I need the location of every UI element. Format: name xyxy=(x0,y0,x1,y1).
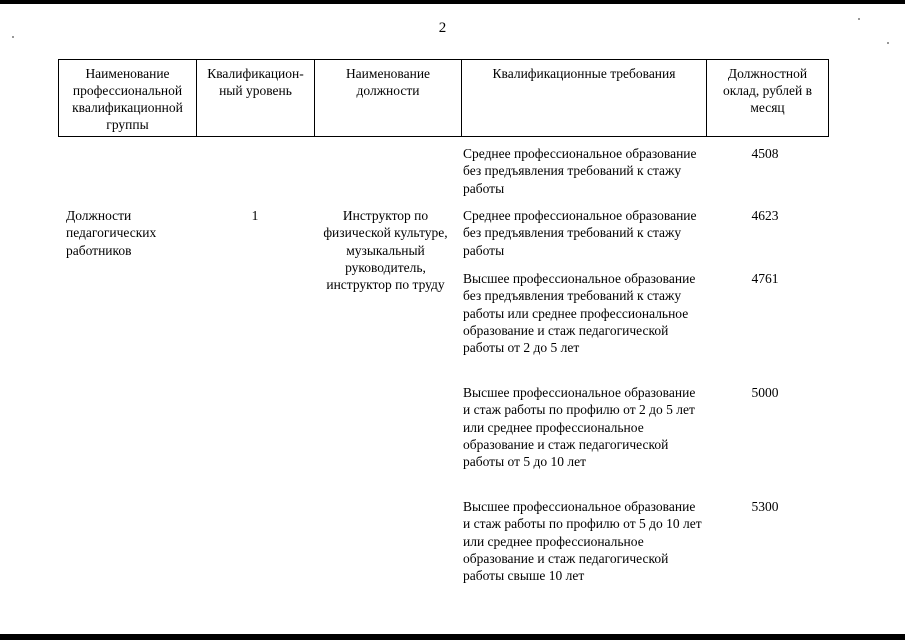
salary-cell: 4623 xyxy=(751,208,779,223)
requirement-cell: Среднее профессиональное образование без предъявления требований к стажу работы xyxy=(463,146,697,196)
page-number: 2 xyxy=(438,20,447,36)
header-position-name: Наименование должности xyxy=(315,60,462,137)
scan-speck xyxy=(887,42,889,44)
header-requirements: Квалификационные требования xyxy=(462,60,707,137)
position-name-cell: Инструктор по физической культуре, музыкальный руководитель, инструктор по труду xyxy=(323,208,448,293)
qualification-level-cell: 1 xyxy=(251,208,259,223)
header-salary: Должностной оклад, рублей в месяц xyxy=(707,60,829,137)
requirement-cell: Высшее профессиональное образование и стаж работы по профилю от 5 до 10 лет или среднее профессиональное образование и стаж педагогической работы свыше 10 лет xyxy=(463,499,702,584)
requirement-cell: Среднее профессиональное образование без предъявления требований к стажу работы xyxy=(463,208,697,258)
requirement-cell: Высшее профессиональное образование без предъявления требований к стажу работы или среднее профессиональное образование и стаж педагогической работы от 2 до 5 лет xyxy=(463,271,696,356)
bottom-border xyxy=(0,634,905,640)
salary-cell: 5300 xyxy=(751,499,779,514)
group-name-cell: Должности педагогических работников xyxy=(66,208,157,258)
header-group-name: Наименование профессиональной квалификационной группы xyxy=(59,60,197,137)
requirement-cell: Высшее профессиональное образование и стаж работы по профилю от 2 до 5 лет или среднее профессиональное образование и стаж педагогической работы от 5 до 10 лет xyxy=(463,385,696,470)
salary-cell: 4761 xyxy=(751,271,779,286)
salary-cell: 5000 xyxy=(751,385,779,400)
salary-cell: 4508 xyxy=(751,146,779,161)
table-header xyxy=(58,59,829,137)
header-qualification-level: Квалификацион-ный уровень xyxy=(197,60,315,137)
top-border xyxy=(0,0,905,4)
